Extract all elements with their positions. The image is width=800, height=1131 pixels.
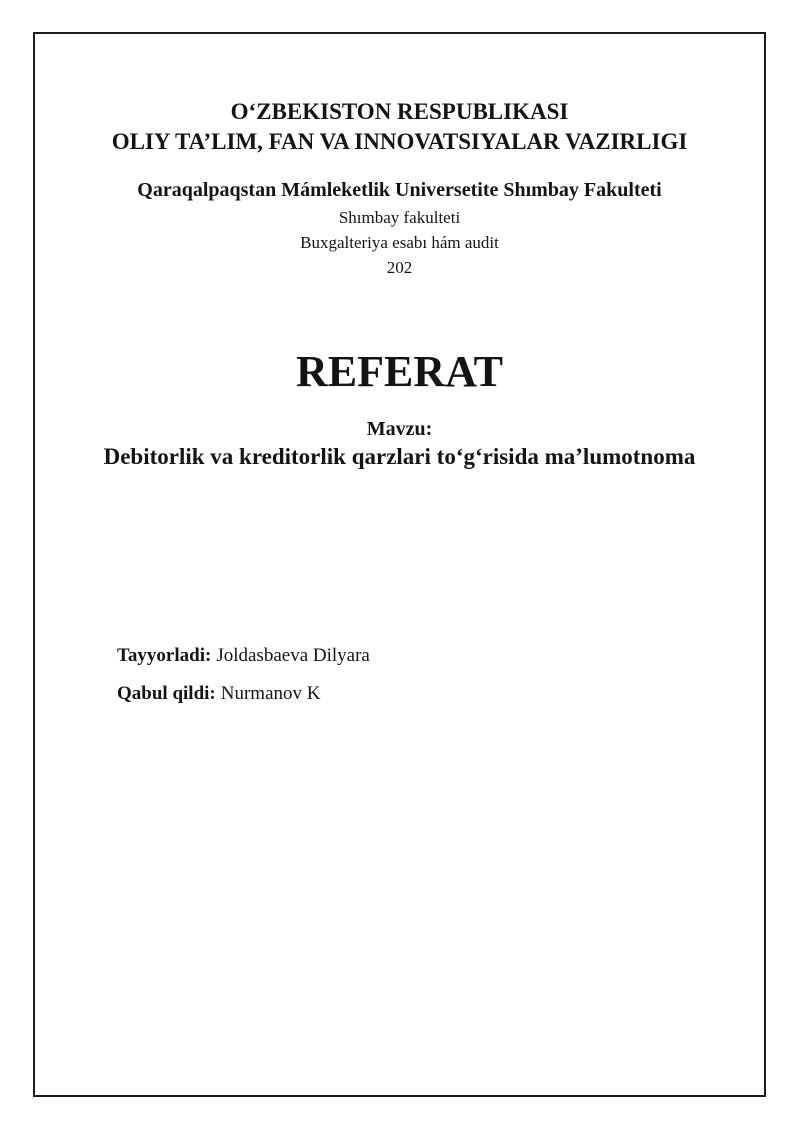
ministry-line-1: O‘ZBEKISTON RESPUBLIKASI [230, 99, 569, 124]
page-border-frame [33, 32, 766, 1097]
ministry-line-2: OLIY TA’LIM, FAN VA INNOVATSIYALAR VAZIRLIGI [111, 129, 688, 154]
accepted-by-label: Qabul qildi: [117, 683, 216, 704]
university-name: Qaraqalpaqstan Mámleketlik Universetite Shımbay Fakulteti [137, 179, 662, 201]
faculty-name: Shımbay fakulteti [338, 208, 461, 227]
group-number: 202 [386, 258, 413, 277]
prepared-by-label: Tayyorladi: [117, 645, 212, 666]
accepted-by-line [117, 682, 320, 706]
document-title: REFERAT [296, 347, 503, 396]
prepared-by-line [117, 644, 370, 668]
topic-text: Debitorlik va kreditorlik qarzlari to‘g‘risida ma’lumotnoma [103, 444, 696, 469]
department-name: Buxgalteriya esabı hám audit [300, 233, 499, 252]
prepared-by-value: Joldasbaeva Dilyara [216, 645, 370, 666]
topic-label: Mavzu: [366, 418, 433, 440]
accepted-by-value: Nurmanov K [220, 683, 321, 704]
